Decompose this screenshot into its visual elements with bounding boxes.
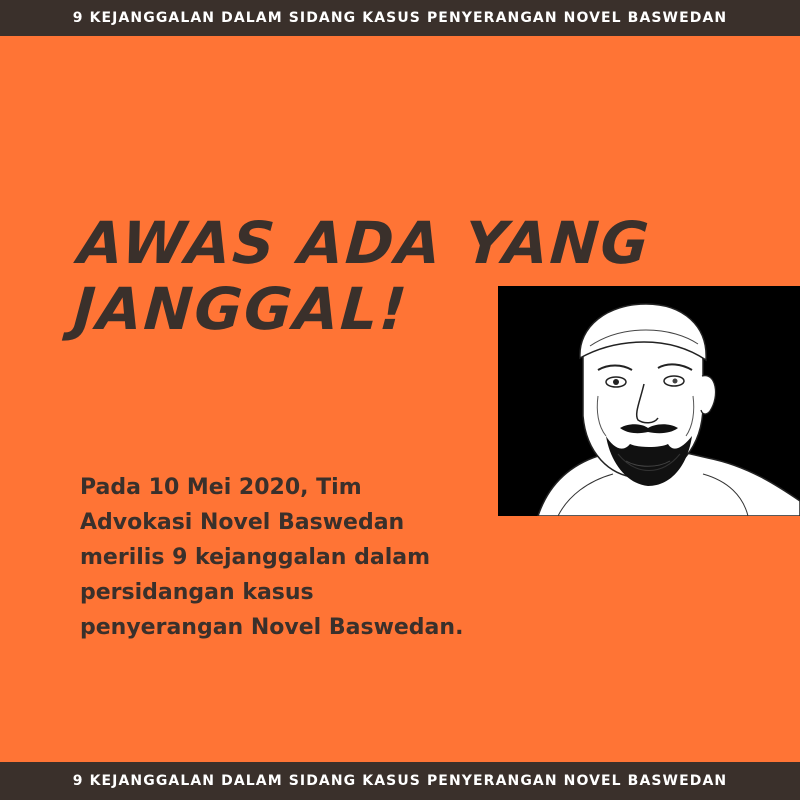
headline-line-1: AWAS ADA YANG: [75, 209, 653, 277]
bottom-banner: [0, 762, 800, 800]
intro-line-3: merilis 9 kejanggalan dalam: [80, 545, 431, 570]
top-banner: [0, 0, 800, 36]
portrait-sketch-icon: [498, 286, 800, 516]
top-banner-text: 9 KEJANGGALAN DALAM SIDANG KASUS PENYERANGAN NOVEL BASWEDAN: [72, 10, 728, 26]
bottom-banner-text: 9 KEJANGGALAN DALAM SIDANG KASUS PENYERANGAN NOVEL BASWEDAN: [72, 773, 728, 789]
intro-line-1: Pada 10 Mei 2020, Tim: [80, 475, 362, 500]
intro-line-4: persidangan kasus: [80, 580, 314, 605]
intro-line-2: Advokasi Novel Baswedan: [80, 510, 405, 535]
intro-line-5: penyerangan Novel Baswedan.: [80, 615, 464, 640]
portrait-illustration: [498, 286, 800, 516]
intro-paragraph: [80, 470, 520, 645]
headline-line-2: JANGGAL!: [71, 275, 411, 343]
